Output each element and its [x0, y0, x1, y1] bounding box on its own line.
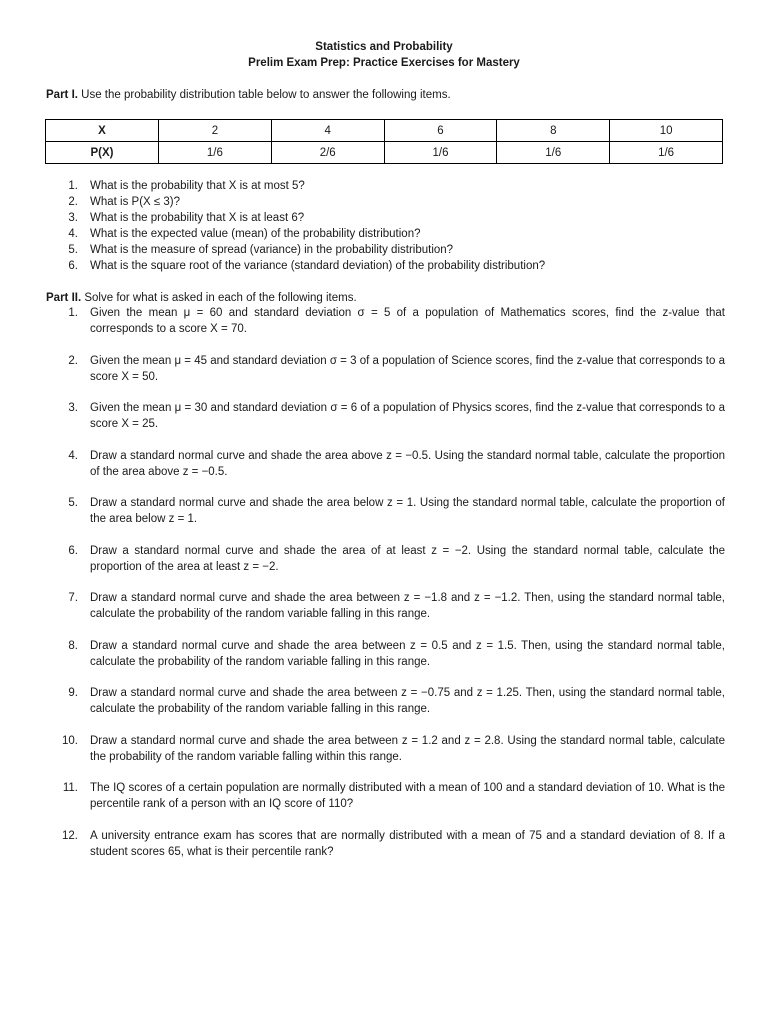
document-subtitle: Prelim Exam Prep: Practice Exercises for Mastery — [248, 57, 520, 69]
item-text: Given the mean μ = 60 and standard deviation σ = 5 of a population of Mathematics scores, find the z-value that corresponds to a score X = 70. — [90, 307, 725, 335]
list-item — [45, 258, 725, 274]
item-text: What is the square root of the variance (standard deviation) of the probability distribution? — [90, 260, 546, 272]
item-text: A university entrance exam has scores that are normally distributed with a mean of 75 and a standard deviation of 8. If a student scores 65, what is their percentile rank? — [90, 829, 725, 858]
item-number: 11. — [62, 782, 78, 794]
table-header-x: X — [46, 120, 159, 142]
item-number: 4. — [68, 449, 78, 462]
list-item — [45, 590, 725, 622]
part2-instruction-text: Solve for what is asked in each of the following items. — [81, 292, 357, 304]
list-item — [45, 448, 725, 480]
item-number: 3. — [68, 212, 78, 224]
list-item — [45, 495, 725, 527]
table-row-px — [46, 142, 723, 164]
item-number: 8. — [68, 639, 78, 652]
item-text: Given the mean μ = 45 and standard deviation σ = 3 of a population of Science scores, find the z-value that corresponds to a score X = 50. — [90, 354, 725, 383]
item-text: Draw a standard normal curve and shade the area between z = 0.5 and z = 1.5. Then, using the standard normal table, calculate the probability of the random variable falling in this range. — [90, 639, 725, 668]
list-item — [45, 638, 725, 670]
item-number: 7. — [68, 592, 78, 604]
item-text: Draw a standard normal curve and shade the area below z = 1. Using the standard normal table, calculate the proportion of the area below z = 1. — [90, 497, 725, 525]
list-item — [45, 780, 725, 812]
item-text: What is the probability that X is at most 5? — [90, 180, 305, 192]
part1-question-list — [45, 178, 725, 274]
item-text: The IQ scores of a certain population are normally distributed with a mean of 100 and a standard deviation of 10. What is the percentile rank of a person with an IQ score of 110? — [90, 782, 725, 810]
list-item — [45, 353, 725, 385]
item-number: 10. — [62, 734, 78, 747]
item-number: 4. — [68, 228, 78, 240]
list-item — [45, 828, 725, 860]
list-item — [45, 305, 725, 337]
item-text: What is the expected value (mean) of the probability distribution? — [90, 228, 421, 240]
list-item — [45, 242, 725, 258]
list-item — [45, 210, 725, 226]
document-title: Statistics and Probability — [315, 41, 453, 53]
list-item — [45, 543, 725, 575]
part2-question-list — [45, 305, 725, 875]
item-text: What is the measure of spread (variance) in the probability distribution? — [90, 244, 454, 256]
part1-instruction-text: Use the probability distribution table below to answer the following items. — [77, 89, 451, 101]
item-text: What is the probability that X is at least 6? — [90, 212, 305, 224]
table-row-x — [46, 120, 723, 142]
part1-instruction — [46, 87, 451, 103]
table-cell-x: 4 — [271, 120, 384, 142]
list-item — [45, 733, 725, 765]
item-number: 1. — [68, 307, 78, 319]
part2-label: Part II. — [46, 292, 82, 304]
list-item — [45, 194, 725, 210]
table-header-px: P(X) — [46, 142, 159, 164]
item-number: 6. — [68, 544, 78, 557]
list-item — [45, 685, 725, 717]
item-text: Draw a standard normal curve and shade the area between z = −1.8 and z = −1.2. Then, using the standard normal table, calculate the probability of the random variable falling in this range. — [90, 592, 725, 620]
list-item — [45, 400, 725, 432]
item-number: 12. — [62, 829, 78, 842]
item-number: 5. — [68, 497, 78, 509]
item-number: 1. — [68, 180, 78, 192]
table-cell-px: 1/6 — [610, 142, 723, 164]
table-cell-px: 1/6 — [497, 142, 610, 164]
item-text: Draw a standard normal curve and shade the area of at least z = −2. Using the standard normal table, calculate the proportion of the area at least z = −2. — [90, 544, 725, 573]
list-item — [45, 178, 725, 194]
item-text: Draw a standard normal curve and shade the area between z = −0.75 and z = 1.25. Then, using the standard normal table, calculate the probability of the random variable falling in this range. — [90, 687, 725, 715]
table-cell-x: 6 — [384, 120, 497, 142]
table-cell-x: 2 — [159, 120, 272, 142]
document-header — [0, 39, 768, 71]
table-cell-x: 10 — [610, 120, 723, 142]
table-cell-px: 1/6 — [159, 142, 272, 164]
item-text: Draw a standard normal curve and shade the area above z = −0.5. Using the standard normal table, calculate the proportion of the area above z = −0.5. — [90, 449, 725, 478]
item-text: What is P(X ≤ 3)? — [90, 196, 181, 208]
table-cell-x: 8 — [497, 120, 610, 142]
table-cell-px: 1/6 — [384, 142, 497, 164]
list-item — [45, 226, 725, 242]
probability-distribution-table — [45, 119, 723, 164]
table-cell-px: 2/6 — [271, 142, 384, 164]
item-number: 2. — [68, 354, 78, 367]
part1-label: Part I. — [46, 89, 78, 101]
item-number: 2. — [68, 196, 78, 208]
item-text: Given the mean μ = 30 and standard deviation σ = 6 of a population of Physics scores, find the z-value that corresponds to a score X = 25. — [90, 402, 725, 430]
item-number: 3. — [68, 402, 78, 414]
item-number: 5. — [68, 244, 78, 256]
item-number: 9. — [68, 687, 78, 699]
part2-instruction — [46, 290, 357, 306]
item-number: 6. — [68, 260, 78, 272]
item-text: Draw a standard normal curve and shade the area between z = 1.2 and z = 2.8. Using the standard normal table, calculate the probability of the random variable falling within this range. — [90, 734, 725, 763]
